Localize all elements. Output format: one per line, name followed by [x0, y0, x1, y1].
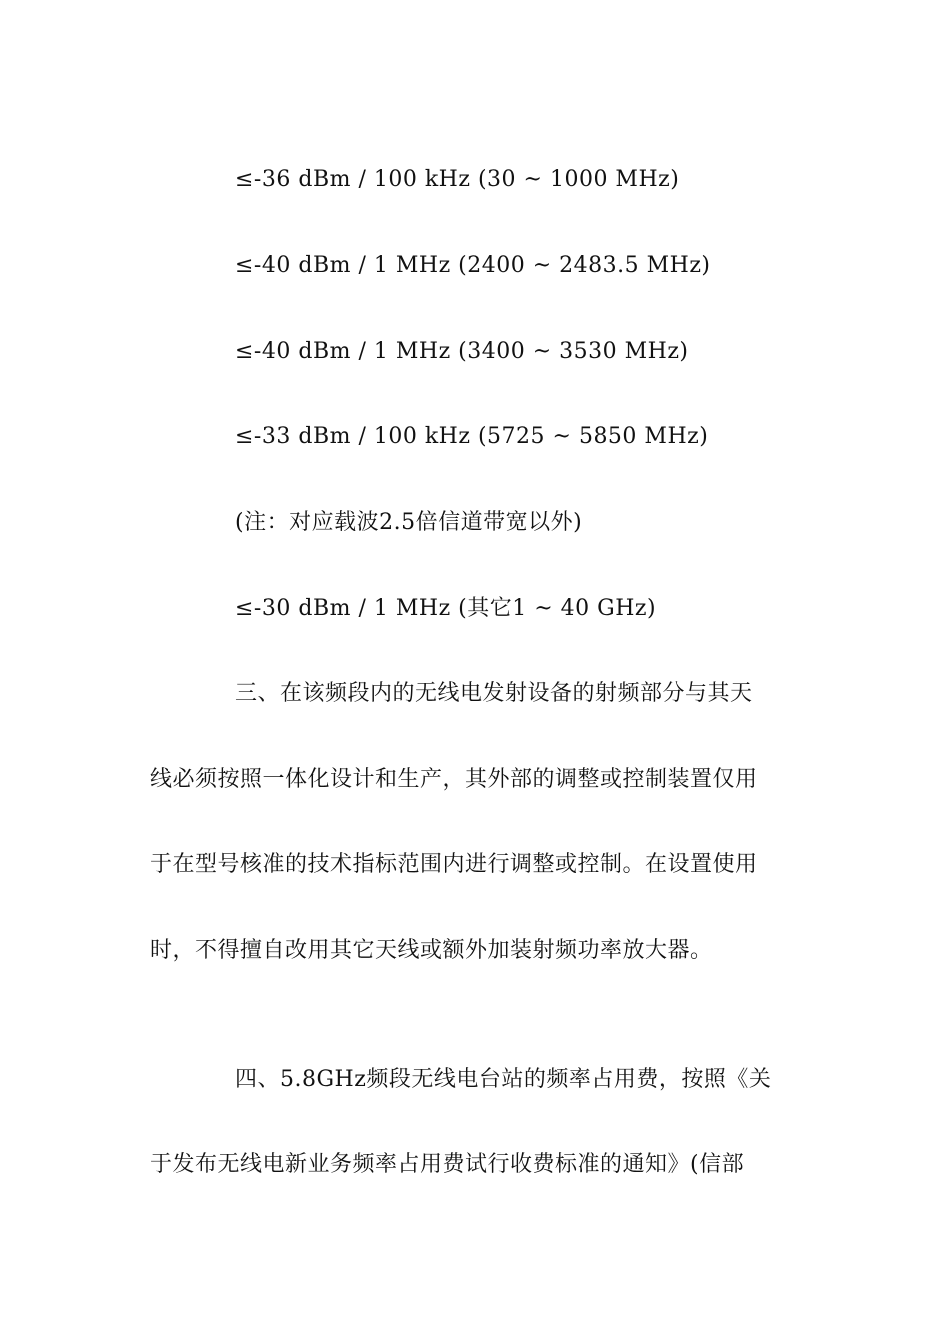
section-three-line: 三、在该频段内的无线电发射设备的射频部分与其天: [235, 681, 753, 706]
carrier-note: (注：对应载波2.5倍信道带宽以外): [235, 510, 583, 535]
emission-limit-line: ≤-33 dBm / 100 kHz (5725 ~ 5850 MHz): [235, 424, 709, 449]
emission-limit-line: ≤-40 dBm / 1 MHz (3400 ~ 3530 MHz): [235, 339, 689, 364]
section-four-line: 于发布无线电新业务频率占用费试行收费标准的通知》(信部: [150, 1152, 745, 1177]
section-three-line: 时，不得擅自改用其它天线或额外加装射频功率放大器。: [150, 938, 713, 963]
other-band-limit-line: ≤-30 dBm / 1 MHz (其它1 ~ 40 GHz): [235, 596, 657, 621]
emission-limit-line: ≤-40 dBm / 1 MHz (2400 ~ 2483.5 MHz): [235, 253, 711, 278]
emission-limit-line: ≤-36 dBm / 100 kHz (30 ~ 1000 MHz): [235, 167, 680, 192]
section-three-line: 线必须按照一体化设计和生产，其外部的调整或控制装置仅用: [150, 767, 758, 792]
section-four-line: 四、5.8GHz频段无线电台站的频率占用费，按照《关: [235, 1067, 772, 1092]
section-three-line: 于在型号核准的技术指标范围内进行调整或控制。在设置使用: [150, 852, 758, 877]
